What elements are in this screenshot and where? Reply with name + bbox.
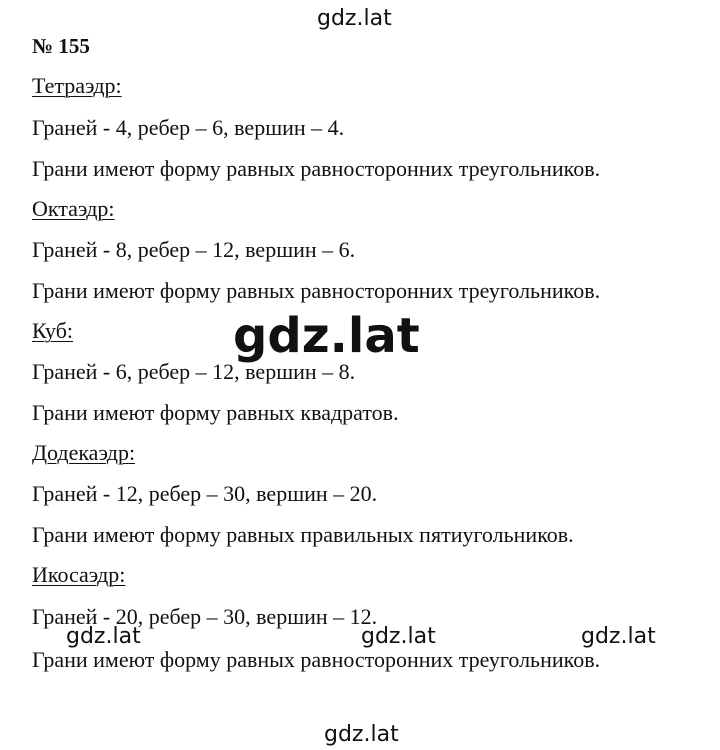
section-faces-cube: Грани имеют форму равных квадратов. (32, 400, 399, 425)
section-counts-icosahedron: Граней - 20, ребер – 30, вершин – 12. (32, 604, 378, 629)
section-counts-tetrahedron: Граней - 4, ребер – 6, вершин – 4. (32, 115, 345, 140)
section-heading-tetrahedron: Тетраэдр: (32, 73, 122, 98)
section-counts-octahedron: Граней - 8, ребер – 12, вершин – 6. (32, 237, 356, 262)
section-faces-icosahedron: Грани имеют форму равных равносторонних треугольников. (32, 647, 601, 672)
watermark-bottom-left: gdz.lat (66, 624, 141, 649)
watermark-center: gdz.lat (233, 308, 420, 364)
watermark-top: gdz.lat (317, 6, 392, 31)
watermark-bottom-right: gdz.lat (581, 624, 656, 649)
watermark-footer: gdz.lat (324, 722, 399, 747)
section-counts-cube: Граней - 6, ребер – 12, вершин – 8. (32, 359, 356, 384)
section-faces-octahedron: Грани имеют форму равных равносторонних треугольников. (32, 278, 601, 303)
section-faces-tetrahedron: Грани имеют форму равных равносторонних треугольников. (32, 156, 601, 181)
section-heading-dodecahedron: Додекаэдр: (32, 440, 136, 465)
section-heading-cube: Куб: (32, 318, 74, 343)
section-heading-octahedron: Октаэдр: (32, 196, 115, 221)
problem-number: № 155 (32, 34, 90, 58)
section-heading-icosahedron: Икосаэдр: (32, 562, 126, 587)
watermark-bottom-middle: gdz.lat (361, 624, 436, 649)
section-counts-dodecahedron: Граней - 12, ребер – 30, вершин – 20. (32, 481, 378, 506)
section-faces-dodecahedron: Грани имеют форму равных правильных пятиугольников. (32, 522, 574, 547)
